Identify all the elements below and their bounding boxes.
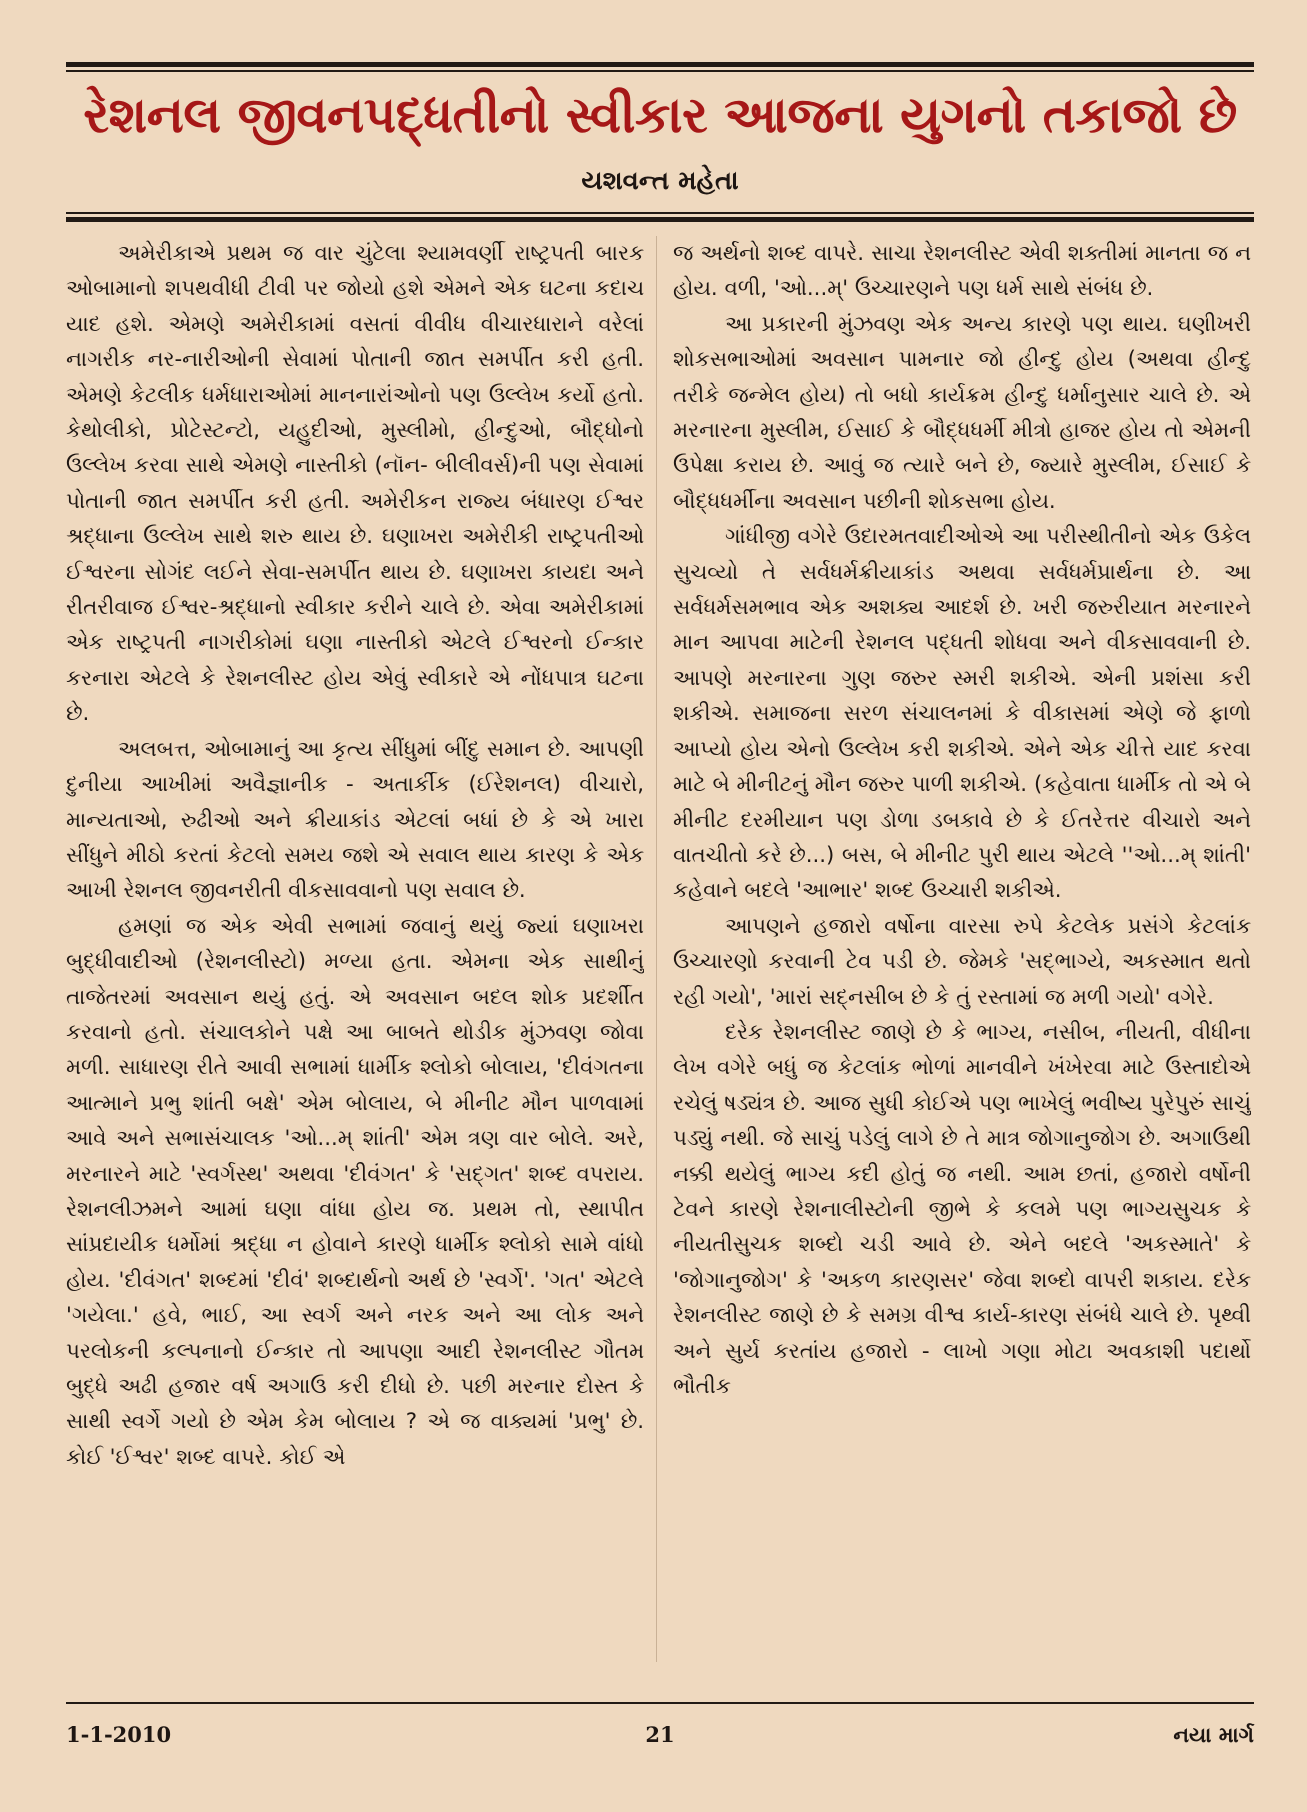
column-divider: [656, 236, 657, 1662]
issue-date: 1-1-2010: [66, 1722, 172, 1747]
header-rule-thin: [66, 212, 1254, 214]
page-footer: [66, 1722, 1254, 1758]
header-rule-thick: [66, 217, 1254, 222]
top-rule-thin: [66, 70, 1254, 72]
top-rule-thick: [66, 62, 1254, 67]
paragraph-continuation: જ અર્થનો શબ્દ વાપરે. સાચા રેશનલીસ્ટ એવી શક્તીમાં માનતા જ ન હોય. વળી, 'ઓ...મ્' ઉચ્ચારણને પણ ધર્મ સાથે સંબંધ છે.: [673, 241, 1251, 302]
paragraph: હમણાં જ એક એવી સભામાં જવાનું થયું જ્યાં ઘણાખરા બુદ્ધીવાદીઓ (રેશનલીસ્ટો) મળ્યા હતા. એમના એક સાથીનું તાજેતરમાં અવસાન થયું હતું. એ અવસાન બદલ શોક પ્રદર્શીત કરવાનો હતો. સંચાલકોને પક્ષે આ બાબતે થોડીક મુંઝવણ જોવા મળી. સાધારણ રીતે આવી સભામાં ધાર્મીક શ્લોકો બોલાય, 'દીવંગતના આત્માને પ્રભુ શાંતી બક્ષે' એમ બોલાય, બે મીનીટ મૌન પાળવામાં આવે અને સભાસંચાલક 'ઓ...મ્ શાંતી' એમ ત્રણ વાર બોલે. અરે, મરનારને માટે 'સ્વર્ગસ્થ' અથવા 'દીવંગત' કે 'સદ્ગત' શબ્દ વપરાય. રેશનલીઝમને આમાં ઘણા વાંધા હોય જ. પ્રથમ તો, સ્થાપીત સાંપ્રદાયીક ધર્મોમાં શ્રદ્ધા ન હોવાને કારણે ધાર્મીક શ્લોકો સામે વાંધો હોય. 'દીવંગત' શબ્દમાં 'દીવં' શબ્દાર્થનો અર્થ છે 'સ્વર્ગે'. 'ગત' એટલે 'ગયેલા.' હવે, ભાઈ, આ સ્વર્ગ અને નરક અને આ લોક અને પરલોકની કલ્પનાનો ઈન્કાર તો આપણા આદી રેશનલીસ્ટ ગૌતમ બુદ્ધે અઢી હજાર વર્ષ અગાઉ કરી દીધો છે. પછી મરનાર દોસ્ત કે સાથી સ્વર્ગે ગયો છે એમ કેમ બોલાય ? એ જ વાક્યમાં 'પ્રભુ' છે. કોઈ 'ઈશ્વર' શબ્દ વાપરે. કોઈ એ: [66, 913, 644, 1470]
paragraph: આપણને હજારો વર્ષોના વારસા રુપે કેટલેક પ્રસંગે કેટલાંક ઉચ્ચારણો કરવાની ટેવ પડી છે. જેમકે 'સદ્ભાગ્યે, અકસ્માત થતો રહી ગયો', 'મારાં સદ્નસીબ છે કે તું રસ્તામાં જ મળી ગયો' વગેરે.: [673, 913, 1251, 1010]
paragraph: અમેરીકાએ પ્રથમ જ વાર ચુંટેલા શ્યામવર્ણી રાષ્ટ્રપતી બારક ઓબામાનો શપથવીધી ટીવી પર જોયો હશે એમને એક ઘટના કદાચ યાદ હશે. એમણે અમેરીકામાં વસતાં વીવીધ વીચારધારાને વરેલાં નાગરીક નર-નારીઓની સેવામાં પોતાની જાત સમર્પીત કરી હતી. એમણે કેટલીક ધર્મધારાઓમાં માનનારાંઓનો પણ ઉલ્લેખ કર્યો હતો. કેથોલીકો, પ્રોટેસ્ટન્ટો, યહુદીઓ, મુસ્લીમો, હીન્દુઓ, બૌદ્ધોનો ઉલ્લેખ કરવા સાથે એમણે નાસ્તીકો (નૉન- બીલીવર્સ)ની પણ સેવામાં પોતાની જાત સમર્પીત કરી હતી. અમેરીકન રાજ્ય બંધારણ ઈશ્વર શ્રદ્ધાના ઉલ્લેખ સાથે શરુ થાય છે. ઘણાખરા અમેરીકી રાષ્ટ્રપતીઓ ઈશ્વરના સોગંદ લઈને સેવા-સમર્પીત થાય છે. ઘણાખરા કાયદા અને રીતરીવાજ ઈશ્વર-શ્રદ્ધાનો સ્વીકાર કરીને ચાલે છે. એવા અમેરીકામાં એક રાષ્ટ્રપતી નાગરીકોમાં ઘણા નાસ્તીકો એટલે ઈશ્વરનો ઈન્કાર કરનારા એટલે કે રેશનલીસ્ટ હોય એવું સ્વીકારે એ નોંધપાત્ર ઘટના છે.: [66, 241, 644, 727]
left-column: [66, 236, 644, 1662]
paragraph: ગાંધીજી વગેરે ઉદારમતવાદીઓએ આ પરીસ્થીતીનો એક ઉકેલ સુચવ્યો તે સર્વધર્મક્રીયાકાંડ અથવા સર્વધર્મપ્રાર્થના છે. આ સર્વધર્મસમભાવ એક અશક્ય આદર્શ છે. ખરી જરુરીયાત મરનારને માન આપવા માટેની રેશનલ પદ્ધતી શોધવા અને વીકસાવવાની છે. આપણે મરનારના ગુણ જરુર સ્મરી શકીએ. એની પ્રશંસા કરી શકીએ. સમાજના સરળ સંચાલનમાં કે વીકાસમાં એણે જે ફાળો આપ્યો હોય એનો ઉલ્લેખ કરી શકીએ. એને એક ચીત્તે યાદ કરવા માટે બે મીનીટનું મૌન જરુર પાળી શકીએ. (કહેવાતા ધાર્મીક તો એ બે મીનીટ દરમીયાન પણ ડોળા ડબકાવે છે કે ઈતરેત્તર વીચારો અને વાતચીતો કરે છે...) બસ, બે મીનીટ પુરી થાય એટલે ''ઓ...મ્ શાંતી' કહેવાને બદલે 'આભાર' શબ્દ ઉચ્ચારી શકીએ.: [673, 524, 1251, 904]
paragraph: અલબત્ત, ઓબામાનું આ કૃત્ય સીંધુમાં બીંદુ સમાન છે. આપણી દુનીયા આખીમાં અવૈજ્ઞાનીક - અતાર્કીક (ઈરેશનલ) વીચારો, માન્યતાઓ, રુઢીઓ અને ક્રીયાકાંડ એટલાં બધાં છે કે એ ખારા સીંધુને મીઠો કરતાં કેટલો સમય જશે એ સવાલ થાય કારણ કે એક આખી રેશનલ જીવનરીતી વીકસાવવાનો પણ સવાલ છે.: [66, 736, 644, 904]
magazine-name: નયા માર્ગ: [1173, 1722, 1254, 1747]
article-author: યશવન્ત મહેતા: [581, 166, 739, 196]
right-column: [673, 236, 1251, 1662]
article-title: રેશનલ જીવનપદ્ધતીનો સ્વીકાર આજના યુગનો તકાજો છે: [83, 86, 1237, 144]
page-number: 21: [645, 1722, 675, 1747]
paragraph: આ પ્રકારની મુંઝવણ એક અન્ય કારણે પણ થાય. ઘણીખરી શોકસભાઓમાં અવસાન પામનાર જો હીન્દુ હોય (અથવા હીન્દુ તરીકે જન્મેલ હોય) તો બધો કાર્યક્રમ હીન્દુ ધર્માનુસાર ચાલે છે. એ મરનારના મુસ્લીમ, ઈસાઈ કે બૌદ્ધધર્મી મીત્રો હાજર હોય તો એમની ઉપેક્ષા કરાય છે. આવું જ ત્યારે બને છે, જ્યારે મુસ્લીમ, ઈસાઈ કે બૌદ્ધધર્મીના અવસાન પછીની શોકસભા હોય.: [673, 311, 1251, 514]
footer-rule: [66, 1702, 1254, 1704]
paragraph: દરેક રેશનલીસ્ટ જાણે છે કે ભાગ્ય, નસીબ, નીયતી, વીધીના લેખ વગેરે બધું જ કેટલાંક ભોળાં માનવીને ખંખેરવા માટે ઉસ્તાદોએ રચેલું ષડ્યંત્ર છે. આજ સુધી કોઈએ પણ ભાખેલું ભવીષ્ય પુરેપુરું સાચું પડ્યું નથી. જે સાચું પડેલું લાગે છે તે માત્ર જોગાનુજોગ છે. અગાઉથી નક્કી થયેલું ભાગ્ય કદી હોતું જ નથી. આમ છતાં, હજારો વર્ષોની ટેવને કારણે રેશનાલીસ્ટોની જીભે કે કલમે પણ ભાગ્યસુચક કે નીયતીસુચક શબ્દો ચડી આવે છે. એને બદલે 'અકસ્માતે' કે 'જોગાનુજોગ' કે 'અકળ કારણસર' જેવા શબ્દો વાપરી શકાય. દરેક રેશનલીસ્ટ જાણે છે કે સમગ્ર વીશ્વ કાર્ય-કારણ સંબંધે ચાલે છે. પૃથ્વી અને સુર્ય કરતાંય હજારો - લાખો ગણા મોટા અવકાશી પદાર્થો ભૌતીક: [673, 1019, 1251, 1399]
